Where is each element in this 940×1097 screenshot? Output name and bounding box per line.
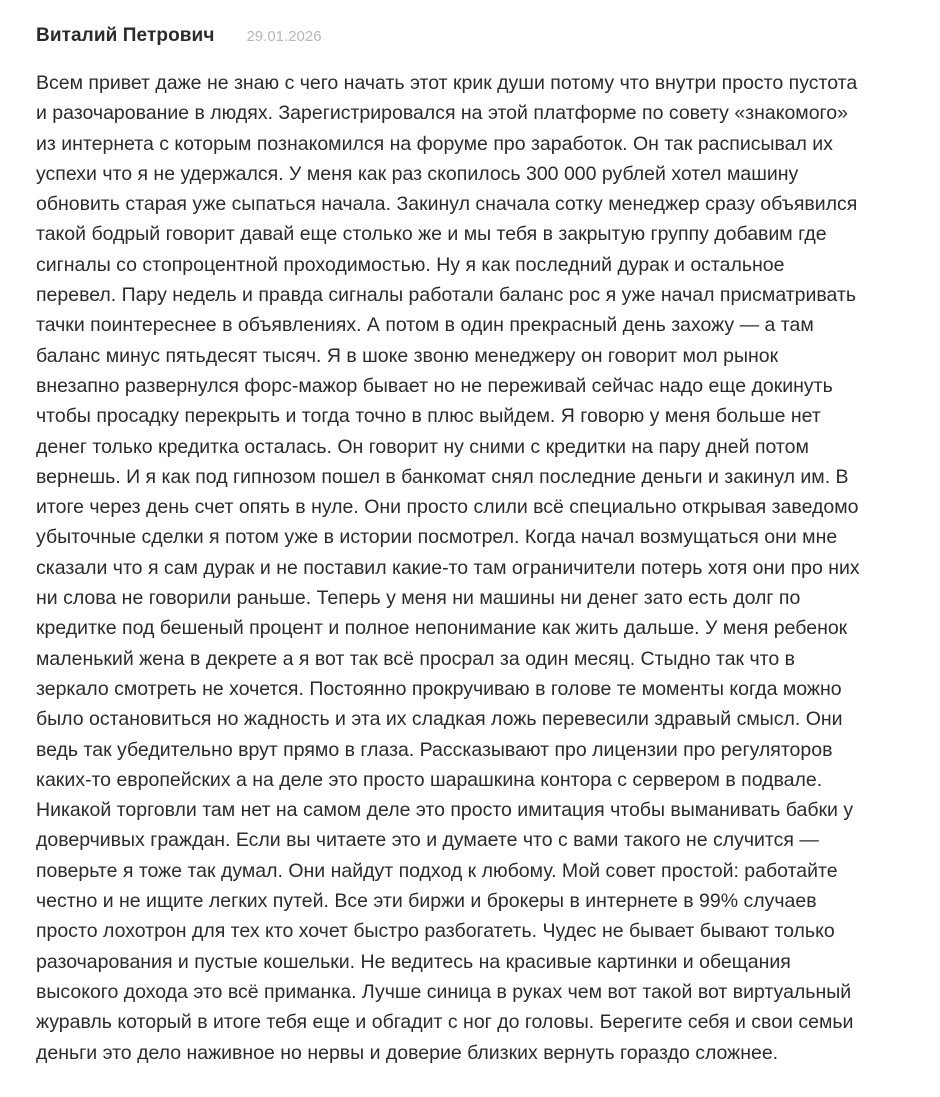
review-text-line: чтобы просадку перекрыть и тогда точно в плюс выйдем. Я говорю у меня больше нет [36,405,821,428]
review-date: 29.01.2026 [246,28,322,45]
author-name: Виталий Петрович [36,25,215,46]
review-text-line: обновить старая уже сыпаться начала. Закинул сначала сотку менеджер сразу объявился [36,193,858,216]
review-text-line: деньги это дело наживное но нервы и доверие близких вернуть гораздо сложнее. [36,1041,779,1064]
review-text-line: разочарования и пустые кошельки. Не ведитесь на красивые картинки и обещания [36,950,791,973]
review-header [36,25,904,51]
review-text-line: доверчивых граждан. Если вы читаете это и думаете что с вами такого не случится — [36,829,819,852]
review-text-line: итоге через день счет опять в нуле. Они просто слили всё специально открывая заведомо [36,496,859,519]
review-text-line: журавль который в итоге тебя еще и обгадит с ног до головы. Берегите себя и свои семьи [36,1011,854,1034]
review-text-line: перевел. Пару недель и правда сигналы работали баланс рос я уже начал присматривать [36,284,857,307]
review-text-line: зеркало смотреть не хочется. Постоянно прокручиваю в голове те моменты когда можно [36,677,842,700]
review-text-line: высокого дохода это всё приманка. Лучше синица в руках чем вот такой вот виртуальный [36,980,852,1003]
review-text-line: Никакой торговли там нет на самом деле это просто имитация чтобы выманивать бабки у [36,799,854,822]
review-text-line: кредитке под бешеный процент и полное непонимание как жить дальше. У меня ребенок [36,617,848,640]
review-text-line: каких-то европейских а на деле это просто шарашкина контора с сервером в подвале. [36,768,823,791]
review-text-line: тачки поинтереснее в объявлениях. А потом в один прекрасный день захожу — а там [36,314,814,337]
review-text-line: было остановиться но жадность и эта их сладкая ложь перевесили здравый смысл. Они [36,708,843,731]
review-text-line: внезапно развернулся форс-мажор бывает но не переживай сейчас надо еще докинуть [36,374,833,397]
review-text-line: убыточные сделки я потом уже в истории посмотрел. Когда начал возмущаться они мне [36,526,838,549]
review-text-line: честно и не ищите легких путей. Все эти биржи и брокеры в интернете в 99% случаев [36,890,817,913]
review-text [36,68,904,1068]
review-text-line: маленький жена в декрете а я вот так всё просрал за один месяц. Стыдно так что в [36,647,795,670]
review-text-line: успехи что я не удержался. У меня как раз скопилось 300 000 рублей хотел машину [36,162,799,185]
review-text-line: такой бодрый говорит давай еще столько же и мы тебя в закрытую группу добавим где [36,223,827,246]
review-text-line: денег только кредитка осталась. Он говорит ну сними с кредитки на пару дней потом [36,435,809,458]
review-text-line: просто лохотрон для тех кто хочет быстро разбогатеть. Чудес не бывает бывают только [36,920,835,943]
review-text-line: поверьте я тоже так думал. Они найдут подход к любому. Мой совет простой: работайте [36,859,838,882]
review-text-line: и разочарование в людях. Зарегистрировался на этой платформе по совету «знакомого» [36,102,848,125]
review-text-line: баланс минус пятьдесят тысяч. Я в шоке звоню менеджеру он говорит мол рынок [36,344,779,367]
review-text-line: сказали что я сам дурак и не поставил какие-то там ограничители потерь хотя они про них [36,556,860,579]
review-text-line: вернешь. И я как под гипнозом пошел в банкомат снял последние деньги и закинул им. В [36,465,849,488]
review-text-line: ни слова не говорили раньше. Теперь у меня ни машины ни денег зато есть долг по [36,587,801,610]
review-text-line: из интернета с которым познакомился на форуме про заработок. Он так расписывал их [36,132,833,155]
review-text-line: сигналы со стопроцентной проходимостью. Ну я как последний дурак и остальное [36,253,785,276]
review-text-line: Всем привет даже не знаю с чего начать этот крик души потому что внутри просто пустота [36,72,858,94]
review-text-line: ведь так убедительно врут прямо в глаза. Рассказывают про лицензии про регуляторов [36,738,833,761]
